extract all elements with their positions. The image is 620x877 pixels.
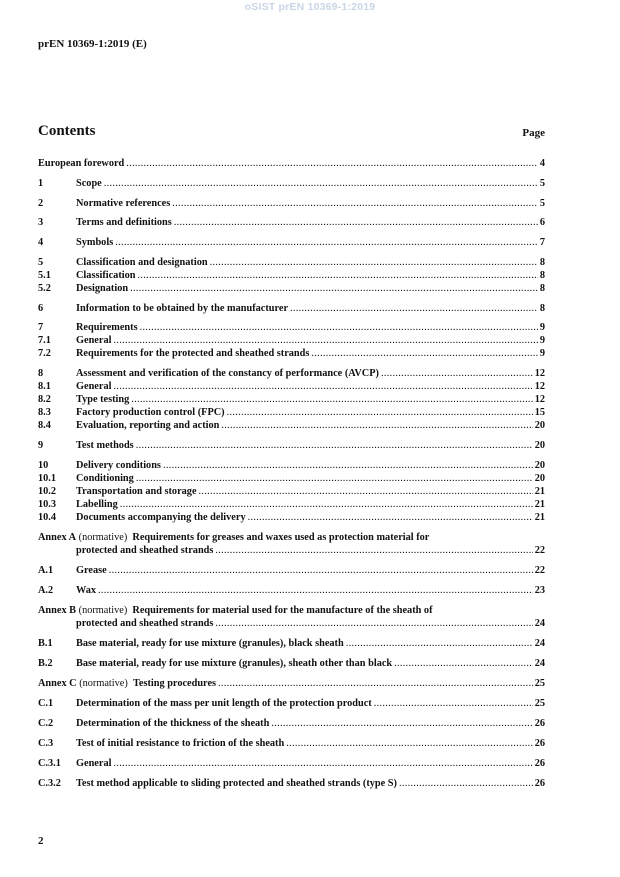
toc-page: 7 <box>539 237 545 248</box>
leader-dots <box>199 485 533 498</box>
toc-entry-8-4[interactable] <box>38 419 545 432</box>
toc-page: 8 <box>539 257 545 268</box>
leader-dots <box>113 334 537 347</box>
leader-dots <box>113 380 532 393</box>
toc-title: Determination of the thickness of the sheath <box>76 718 270 729</box>
toc-title: Information to be obtained by the manufacturer <box>76 303 289 314</box>
annex-normative: (normative) <box>78 532 128 543</box>
toc-entry-8[interactable] <box>38 367 545 380</box>
toc-title: Assessment and verification of the constancy of performance (AVCP) <box>76 368 379 379</box>
toc-title: Conditioning <box>76 473 134 484</box>
document-id: prEN 10369-1:2019 (E) <box>38 38 147 50</box>
toc-entry-8-2[interactable] <box>38 393 545 406</box>
toc-number: 8.3 <box>38 407 51 418</box>
toc-page: 8 <box>539 283 545 294</box>
toc-title-continued: protected and sheathed strands <box>76 618 214 629</box>
toc-page: 9 <box>539 348 545 359</box>
toc-entry-10-4[interactable] <box>38 511 545 524</box>
toc-title: Designation <box>76 283 129 294</box>
toc-entry-a-2[interactable] <box>38 584 545 597</box>
toc-entry-9[interactable] <box>38 439 545 452</box>
toc-page: 24 <box>534 638 545 649</box>
toc-title: General <box>76 335 112 346</box>
leader-dots <box>399 777 533 790</box>
leader-dots <box>136 439 533 452</box>
toc-title: Transportation and storage <box>76 486 197 497</box>
toc-number: 2 <box>38 198 44 209</box>
toc-page: 25 <box>534 678 545 689</box>
leader-dots <box>120 498 533 511</box>
toc-number: A.2 <box>38 585 54 596</box>
toc-entry-7-1[interactable] <box>38 334 545 347</box>
toc-entry-5-1[interactable] <box>38 269 545 282</box>
toc-title: Base material, ready for use mixture (granules), black sheath <box>76 638 344 649</box>
toc-title: Classification <box>76 270 136 281</box>
toc-page: 9 <box>539 335 545 346</box>
toc-title: Requirements for the protected and sheathed strands <box>76 348 310 359</box>
annex-label: Annex B <box>38 605 77 616</box>
leader-dots <box>98 584 533 597</box>
toc-entry-10-2[interactable] <box>38 485 545 498</box>
leader-dots <box>271 717 532 730</box>
annex-normative: (normative) <box>79 678 128 689</box>
toc-number: 3 <box>38 217 44 228</box>
toc-title: Requirements for material used for the manufacture of the sheath of <box>132 605 433 616</box>
toc-number: 9 <box>38 440 44 451</box>
toc-page: 5 <box>539 178 545 189</box>
toc-entry-a-1[interactable] <box>38 564 545 577</box>
leader-dots <box>218 677 533 690</box>
toc-title: Test method applicable to sliding protected and sheathed strands (type S) <box>76 778 397 789</box>
toc-page: 24 <box>534 658 545 669</box>
leader-dots <box>248 511 533 524</box>
leader-dots <box>104 177 538 190</box>
toc-entry-2[interactable] <box>38 197 545 210</box>
toc-entry-6[interactable] <box>38 302 545 315</box>
toc-number: 8.4 <box>38 420 51 431</box>
toc-number: C.3.1 <box>38 758 61 769</box>
leader-dots <box>227 406 533 419</box>
toc-entry-annex-b[interactable] <box>38 604 545 630</box>
toc-title: Type testing <box>76 394 130 405</box>
toc-number: B.2 <box>38 658 53 669</box>
toc-entry-10-3[interactable] <box>38 498 545 511</box>
toc-number: 10.2 <box>38 486 57 497</box>
toc-title: Factory production control (FPC) <box>76 407 225 418</box>
toc-title-continued: protected and sheathed strands <box>76 545 214 556</box>
toc-page: 23 <box>534 585 545 596</box>
toc-number: C.1 <box>38 698 54 709</box>
toc-title: Scope <box>76 178 102 189</box>
leader-dots <box>113 757 532 770</box>
toc-number: C.3.2 <box>38 778 61 789</box>
contents-title: Contents <box>38 123 96 139</box>
toc-title: Normative references <box>76 198 171 209</box>
toc-page: 4 <box>539 158 545 169</box>
toc-entry-10[interactable] <box>38 459 545 472</box>
toc-number: B.1 <box>38 638 53 649</box>
toc-entry-4[interactable] <box>38 236 545 249</box>
leader-dots <box>131 393 532 406</box>
leader-dots <box>138 269 538 282</box>
toc-number: 7.2 <box>38 348 51 359</box>
toc-entry-c-2[interactable] <box>38 717 545 730</box>
toc-page: 26 <box>534 778 545 789</box>
toc-title: Evaluation, reporting and action <box>76 420 220 431</box>
toc-page: 26 <box>534 758 545 769</box>
toc-page: 8 <box>539 303 545 314</box>
toc-number: C.3 <box>38 738 54 749</box>
toc-title: General <box>76 758 112 769</box>
leader-dots <box>210 256 538 269</box>
toc-entry-foreword[interactable] <box>38 157 545 170</box>
leader-dots <box>215 544 532 557</box>
toc-entry-7-2[interactable] <box>38 347 545 360</box>
toc-title: Base material, ready for use mixture (granules), sheath other than black <box>76 658 393 669</box>
toc-entry-annex-a[interactable] <box>38 531 545 557</box>
toc-page: 22 <box>534 545 545 556</box>
toc-entry-c-3-2[interactable] <box>38 777 545 790</box>
toc-number: 10.3 <box>38 499 57 510</box>
toc-number: 10 <box>38 460 49 471</box>
toc-number: 5.2 <box>38 283 51 294</box>
leader-dots <box>290 302 538 315</box>
toc-page: 6 <box>539 217 545 228</box>
leader-dots <box>394 657 533 670</box>
toc-number: 5.1 <box>38 270 51 281</box>
toc-title: Labelling <box>76 499 118 510</box>
leader-dots <box>221 419 532 432</box>
toc-page: 21 <box>534 499 545 510</box>
toc-number: 5 <box>38 257 44 268</box>
toc-entry-8-1[interactable] <box>38 380 545 393</box>
page-column-label: Page <box>522 127 545 139</box>
toc-entry-c-3[interactable] <box>38 737 545 750</box>
toc-page: 12 <box>534 394 545 405</box>
toc-entry-b-2[interactable] <box>38 657 545 670</box>
toc-page: 12 <box>534 381 545 392</box>
toc-title: Wax <box>76 585 97 596</box>
page-number: 2 <box>38 835 44 847</box>
toc-number: 10.4 <box>38 512 57 523</box>
toc-number: 4 <box>38 237 44 248</box>
toc-title: Requirements for greases and waxes used as protection material for <box>132 532 430 543</box>
toc-title: Classification and designation <box>76 257 208 268</box>
toc-entry-7[interactable] <box>38 321 545 334</box>
toc-entry-b-1[interactable] <box>38 637 545 650</box>
leader-dots <box>311 347 537 360</box>
toc-page: 26 <box>534 738 545 749</box>
toc-page: 21 <box>534 512 545 523</box>
toc-page: 5 <box>539 198 545 209</box>
toc-page: 24 <box>534 618 545 629</box>
leader-dots <box>109 564 533 577</box>
toc-title: Determination of the mass per unit length of the protection product <box>76 698 372 709</box>
annex-label: Annex C <box>38 678 77 689</box>
leader-dots <box>174 216 538 229</box>
toc-title: Delivery conditions <box>76 460 161 471</box>
toc-title: Grease <box>76 565 107 576</box>
leader-dots <box>346 637 533 650</box>
toc-page: 21 <box>534 486 545 497</box>
toc-page: 15 <box>534 407 545 418</box>
toc-title: Symbols <box>76 237 114 248</box>
toc-entry-5-2[interactable] <box>38 282 545 295</box>
toc-page: 20 <box>534 420 545 431</box>
toc-entry-1[interactable] <box>38 177 545 190</box>
toc-title: Test of initial resistance to friction of the sheath <box>76 738 285 749</box>
toc-number: A.1 <box>38 565 54 576</box>
toc-page: 25 <box>534 698 545 709</box>
toc-title: General <box>76 381 112 392</box>
toc-number: 6 <box>38 303 44 314</box>
toc-page: 12 <box>534 368 545 379</box>
toc-page: 9 <box>539 322 545 333</box>
leader-dots <box>381 367 533 380</box>
toc-number: 8.2 <box>38 394 51 405</box>
leader-dots <box>286 737 532 750</box>
toc-page: 8 <box>539 270 545 281</box>
toc-page: 26 <box>534 718 545 729</box>
toc-number: 7 <box>38 322 44 333</box>
toc-number: 7.1 <box>38 335 51 346</box>
toc-title: Test methods <box>76 440 134 451</box>
toc-page: 20 <box>534 460 545 471</box>
toc-entry-annex-c[interactable] <box>38 677 545 690</box>
toc-number: C.2 <box>38 718 54 729</box>
leader-dots <box>172 197 538 210</box>
toc-title: European foreword <box>38 158 125 169</box>
toc-number: 1 <box>38 178 44 189</box>
leader-dots <box>163 459 533 472</box>
toc-number: 8.1 <box>38 381 51 392</box>
annex-normative: (normative) <box>78 605 128 616</box>
toc-entry-c-1[interactable] <box>38 697 545 710</box>
leader-dots <box>126 157 538 170</box>
toc-page: 20 <box>534 473 545 484</box>
toc-page: 20 <box>534 440 545 451</box>
leader-dots <box>130 282 538 295</box>
leader-dots <box>374 697 533 710</box>
leader-dots <box>215 617 532 630</box>
leader-dots <box>115 236 538 249</box>
toc-page: 22 <box>534 565 545 576</box>
annex-label: Annex A <box>38 532 77 543</box>
toc-entry-8-3[interactable] <box>38 406 545 419</box>
toc-entry-c-3-1[interactable] <box>38 757 545 770</box>
toc-entry-3[interactable] <box>38 216 545 229</box>
toc-title: Terms and definitions <box>76 217 172 228</box>
toc-title: Requirements <box>76 322 138 333</box>
toc-entry-5[interactable] <box>38 256 545 269</box>
toc-number: 10.1 <box>38 473 57 484</box>
toc-number: 8 <box>38 368 44 379</box>
toc-title: Documents accompanying the delivery <box>76 512 246 523</box>
leader-dots <box>140 321 538 334</box>
toc-title: Testing procedures <box>132 678 217 689</box>
leader-dots <box>136 472 533 485</box>
watermark: oSIST prEN 10369-1:2019 <box>244 1 376 13</box>
toc-entry-10-1[interactable] <box>38 472 545 485</box>
